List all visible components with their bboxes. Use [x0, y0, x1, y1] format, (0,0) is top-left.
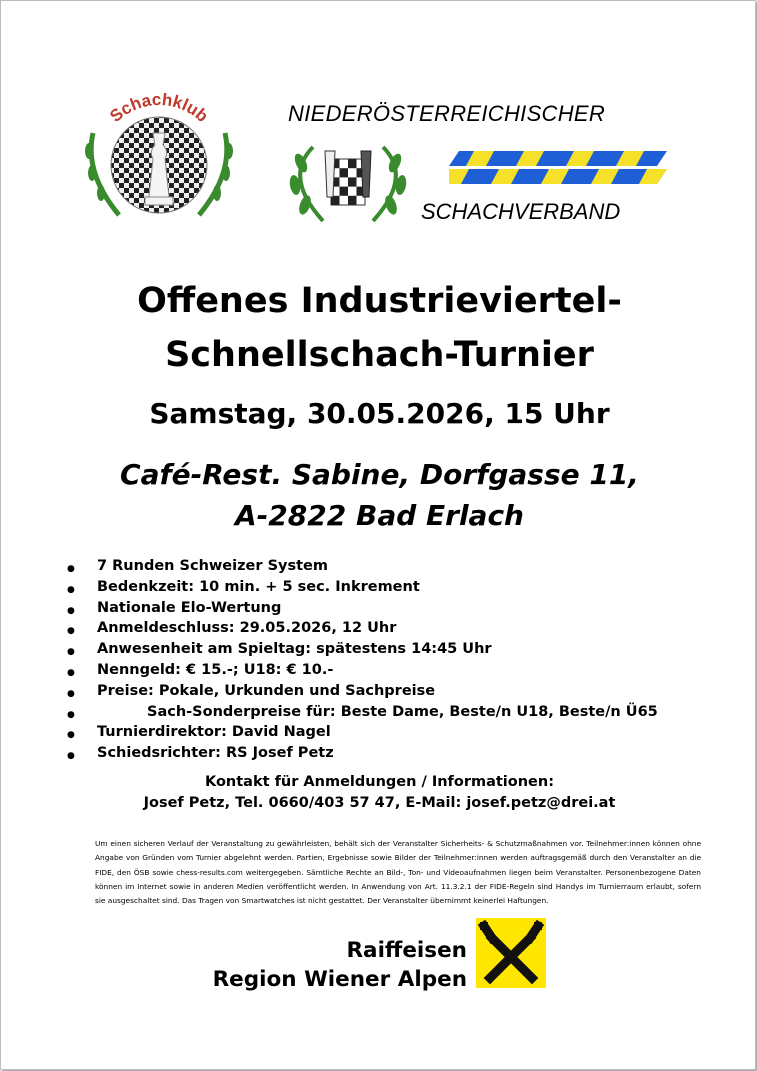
club-logo-text-bottom [118, 222, 199, 223]
contact-line: Josef Petz, Tel. 0660/403 57 47, E-Mail: josef.petz@drei.at [143, 795, 616, 811]
sponsor-name [197, 936, 467, 994]
list-item: ● 7 Runden Schweizer System [67, 558, 328, 574]
event-date: Samstag, 30.05.2026, 15 Uhr [149, 397, 610, 430]
verband-name-line2: SCHACHVERBAND [421, 199, 621, 224]
bullet-icon: ● [67, 564, 75, 574]
list-item: ● Anmeldeschluss: 29.05.2026, 12 Uhr [67, 620, 397, 637]
event-title-line2: Schnellschach-Turnier [165, 335, 594, 375]
event-title-line1: Offenes Industrieviertel- [137, 281, 622, 321]
verband-stripes [449, 149, 667, 187]
list-item: ● Sach-Sonderpreise für: Beste Dame, Beste/n U18, Beste/n Ü65 [67, 703, 658, 720]
venue-line2: A-2822 Bad Erlach [235, 499, 524, 532]
list-item: ● Bedenkzeit: 10 min. + 5 sec. Inkrement [67, 578, 420, 595]
sponsor-line2: Region Wiener Alpen [212, 967, 467, 992]
list-item: ● Nenngeld: € 15.-; U18: € 10.- [67, 661, 334, 678]
list-item: ● Turnierdirektor: David Nagel [67, 724, 331, 741]
bullet-icon: ● [67, 709, 75, 720]
bullet-icon: ● [67, 688, 75, 699]
verband-name-line1: NIEDERÖSTERREICHISCHER [288, 101, 606, 126]
svg-text:Bad Erlach [118, 222, 199, 223]
list-item: ● Anwesenheit am Spieltag: spätestens 14:45 Uhr [67, 641, 492, 658]
bullet-icon: ● [67, 647, 75, 658]
list-item: ● Schiedsrichter: RS Josef Petz [67, 745, 334, 762]
club-logo-text-top: Schachklub [106, 93, 212, 126]
list-item: ● Preise: Pokale, Urkunden und Sachpreise [67, 682, 436, 699]
bullet-icon: ● [67, 751, 75, 762]
bullet-icon: ● [67, 730, 75, 741]
bullet-icon: ● [67, 667, 75, 678]
disclaimer-text: Um einen sicheren Verlauf der Veranstaltung zu gewährleisten, behält sich der Veranstalter Sicherheits- & Schutzmaßnahmen vor. Teilnehmer:innen können ohne Angabe von Gründen vom Turnier abgelehnt werden. Partien, Ergebnisse sowie Bilder der Teilnehmer:innen werden auftragsgemäß durch den Veranstalter an die FIDE, den ÖSB sowie chess-results.com weitergegeben. Sämtliche Rechte an Bild-, Ton- und Videoaufnahmen liegen beim Veranstalter. Personenbezogene Daten können im Internet sowie in anderen Medien veröffentlicht werden. In Anwendung von Art. 11.3.2.1 der FIDE-Regeln sind Handys im Turnierraum erlaubt, sofern sie ausgeschaltet sind. Das Tragen von Smartwatches ist nicht gestattet. Der Veranstalter übernimmt keinerlei Haftungen. [95, 839, 701, 906]
sponsor-line1: Raiffeisen [346, 938, 467, 963]
details-list [67, 558, 658, 766]
verband-emblem [283, 137, 413, 223]
raiffeisen-logo-icon [476, 918, 546, 988]
venue-line1: Café-Rest. Sabine, Dorfgasse 11, [120, 458, 639, 491]
bullet-icon: ● [67, 626, 75, 637]
list-item: ● Nationale Elo-Wertung [67, 599, 282, 616]
contact-heading: Kontakt für Anmeldungen / Informationen: [204, 774, 555, 790]
club-logo [79, 93, 239, 223]
bullet-icon: ● [67, 605, 75, 616]
bullet-icon: ● [67, 584, 75, 595]
